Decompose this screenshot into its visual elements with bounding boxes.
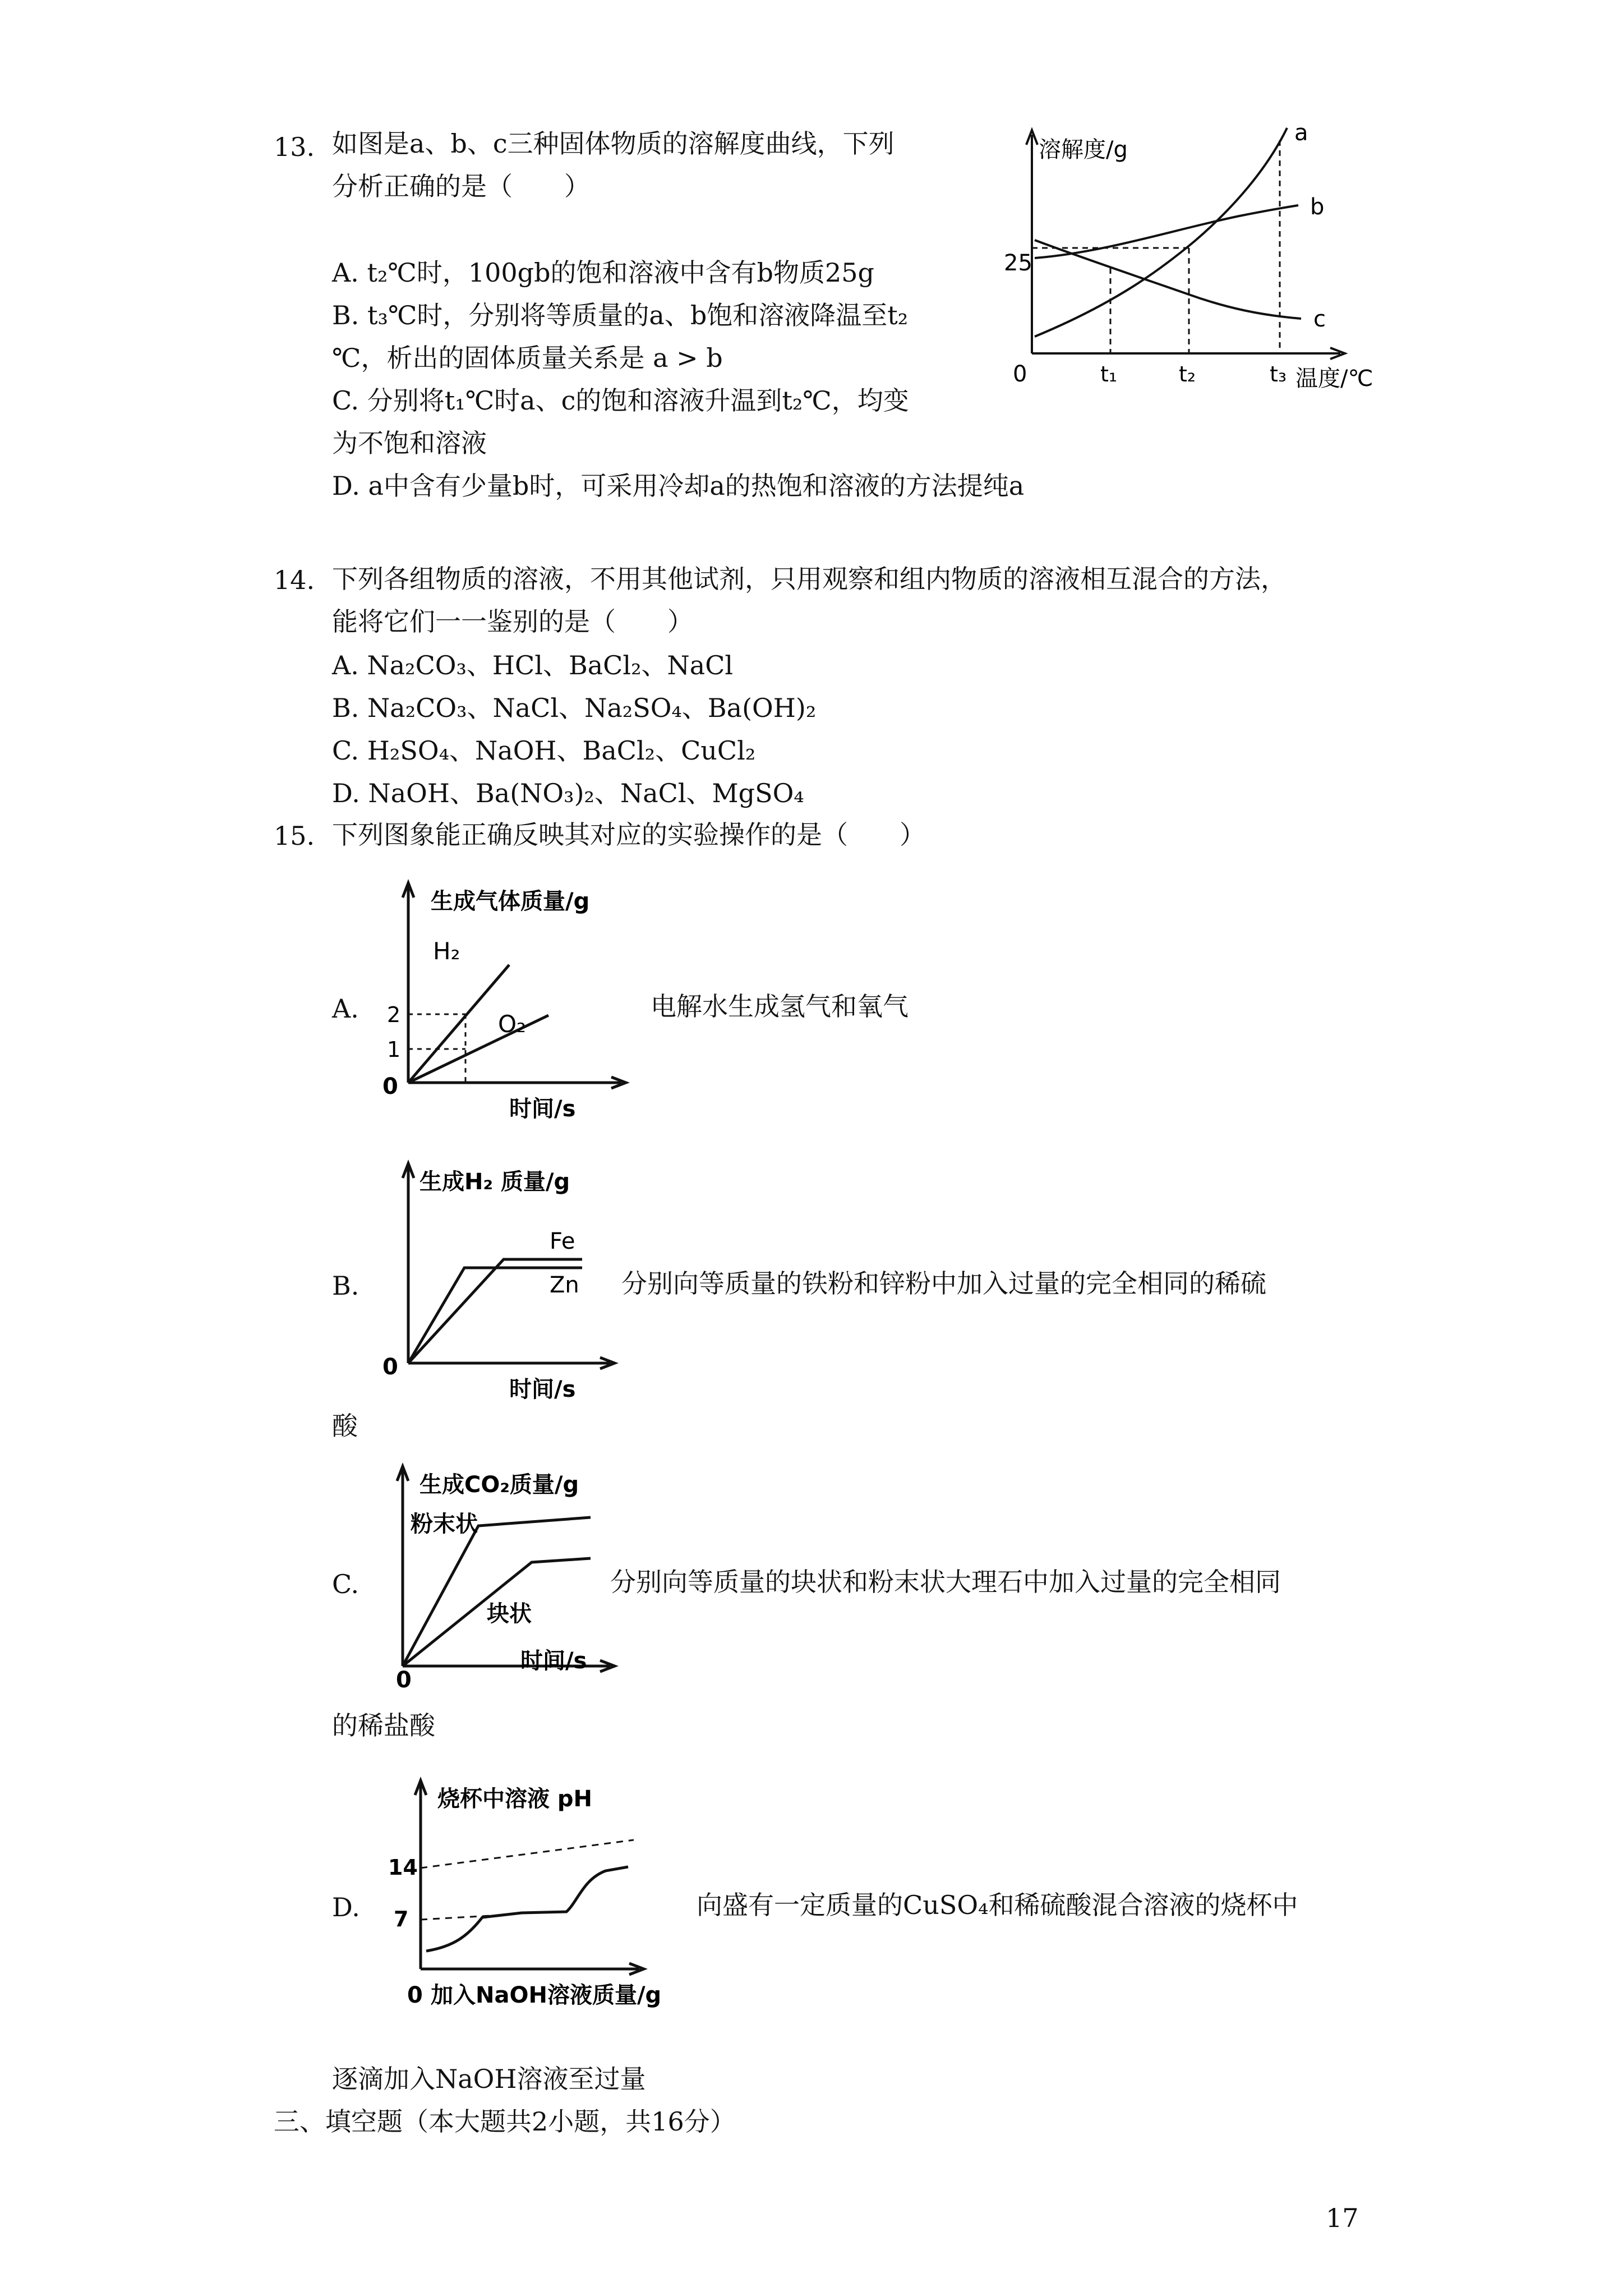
- graph-a-xlabel: 时间/s: [509, 1096, 576, 1122]
- graph-a-label-h2: H₂: [433, 937, 460, 965]
- graph-c-xlabel: 时间/s: [520, 1648, 587, 1674]
- q14-option-c: C. H₂SO₄、NaOH、BaCl₂、CuCl₂: [332, 735, 756, 766]
- graph-a-origin: 0: [382, 1074, 398, 1099]
- q13-option-b-line2: ℃，析出的固体质量关系是 a > b: [332, 343, 723, 373]
- page-number: 17: [1326, 2203, 1359, 2233]
- graph-c-label-lump: 块状: [487, 1601, 532, 1627]
- graph-b-label-zn: Zn: [550, 1272, 579, 1298]
- graph-d-ytick-14: 14: [388, 1855, 418, 1880]
- curve-label-b: b: [1310, 194, 1325, 220]
- curve-c: [1035, 240, 1301, 319]
- q15-stem: 下列图象能正确反映其对应的实验操作的是（ ）: [332, 820, 925, 850]
- q15-graph-b: [375, 1156, 621, 1414]
- q15-option-b-text: 分别向等质量的铁粉和锌粉中加入过量的完全相同的稀硫: [621, 1268, 1266, 1299]
- q13-option-d: D. a中含有少量b时，可采用冷却a的热饱和溶液的方法提纯a: [332, 471, 1025, 501]
- q13-number: 13.: [274, 132, 315, 162]
- section-3-heading: 三、填空题（本大题共2小题，共16分）: [274, 2106, 736, 2137]
- q15-option-d-text-cont: 逐滴加入NaOH溶液至过量: [332, 2064, 646, 2094]
- q15-graph-a: [375, 875, 644, 1133]
- graph-c-label-powder: 粉末状: [411, 1511, 478, 1537]
- graph-b-origin: 0: [382, 1354, 398, 1380]
- graph-a-ylabel: 生成气体质量/g: [431, 889, 590, 914]
- q13-origin: 0: [1013, 361, 1027, 387]
- q14-option-d: D. NaOH、Ba(NO₃)₂、NaCl、MgSO₄: [332, 778, 804, 808]
- graph-a-label-o2: O₂: [498, 1010, 526, 1038]
- q13-option-b-line1: B. t₃℃时，分别将等质量的a、b饱和溶液降温至t₂: [332, 300, 909, 330]
- q13-ytick-25: 25: [1004, 250, 1032, 276]
- q13-option-c-line2: 为不饱和溶液: [332, 428, 487, 458]
- q15-number: 15.: [274, 821, 315, 851]
- q15-option-c-text: 分别向等质量的块状和粉末状大理石中加入过量的完全相同: [610, 1567, 1281, 1597]
- graph-a-ytick-2: 2: [387, 1002, 401, 1027]
- q13-stem-line1: 如图是a、b、c三种固体物质的溶解度曲线，下列: [332, 128, 895, 159]
- graph-d-xlabel: 加入NaOH溶液质量/g: [431, 1982, 662, 2008]
- q13-option-a: A. t₂℃时，100gb的饱和溶液中含有b物质25g: [332, 257, 874, 288]
- q14-stem-line2: 能将它们一一鉴别的是（ ）: [332, 606, 693, 637]
- q14-number: 14.: [274, 565, 315, 595]
- q13-xtick-t2: t₂: [1179, 362, 1196, 386]
- q13-option-c-line1: C. 分别将t₁℃时a、c的饱和溶液升温到t₂℃，均变: [332, 385, 909, 416]
- line-h2: [408, 965, 509, 1083]
- line-ph: [426, 1867, 628, 1951]
- graph-d-ytick-7: 7: [394, 1907, 409, 1931]
- q15-option-c-text-cont: 的稀盐酸: [332, 1710, 435, 1741]
- q15-graph-d: [370, 1773, 695, 2031]
- curve-label-a: a: [1294, 120, 1308, 146]
- curve-b: [1035, 205, 1298, 258]
- q15-graph-c: [375, 1458, 621, 1694]
- q13-stem-line2: 分析正确的是（ ）: [332, 171, 590, 201]
- q14-option-b: B. Na₂CO₃、NaCl、Na₂SO₄、Ba(OH)₂: [332, 693, 817, 723]
- graph-b-label-fe: Fe: [550, 1228, 575, 1254]
- graph-a-ytick-1: 1: [387, 1037, 401, 1062]
- q15-option-a-text: 电解水生成氢气和氧气: [651, 991, 909, 1022]
- q15-option-b-letter: B.: [332, 1271, 359, 1301]
- graph-b-xlabel: 时间/s: [509, 1377, 576, 1402]
- graph-c-ylabel: 生成CO₂质量/g: [419, 1472, 579, 1498]
- q13-xtick-t3: t₃: [1270, 362, 1287, 386]
- graph-b-ylabel: 生成H₂ 质量/g: [419, 1169, 570, 1195]
- q14-option-a: A. Na₂CO₃、HCl、BaCl₂、NaCl: [332, 650, 734, 680]
- q13-solubility-graph: [1004, 118, 1374, 409]
- q15-option-d-letter: D.: [332, 1892, 360, 1922]
- q13-xtick-t1: t₁: [1100, 362, 1118, 386]
- q15-option-d-text: 向盛有一定质量的CuSO₄和稀硫酸混合溶液的烧杯中: [697, 1890, 1298, 1920]
- graph-d-origin: 0: [407, 1982, 423, 2008]
- q14-stem-line1: 下列各组物质的溶液，不用其他试剂，只用观察和组内物质的溶液相互混合的方法，: [332, 564, 1287, 594]
- curve-label-c: c: [1313, 306, 1326, 332]
- q15-option-b-text-cont: 酸: [332, 1411, 358, 1441]
- q15-option-c-letter: C.: [332, 1569, 359, 1599]
- graph-d-ylabel: 烧杯中溶液 pH: [437, 1786, 593, 1812]
- q13-ylabel: 溶解度/g: [1039, 137, 1128, 163]
- q15-option-a-letter: A.: [332, 993, 359, 1024]
- q13-xlabel: 温度/℃: [1295, 366, 1373, 392]
- graph-c-origin: 0: [396, 1667, 412, 1693]
